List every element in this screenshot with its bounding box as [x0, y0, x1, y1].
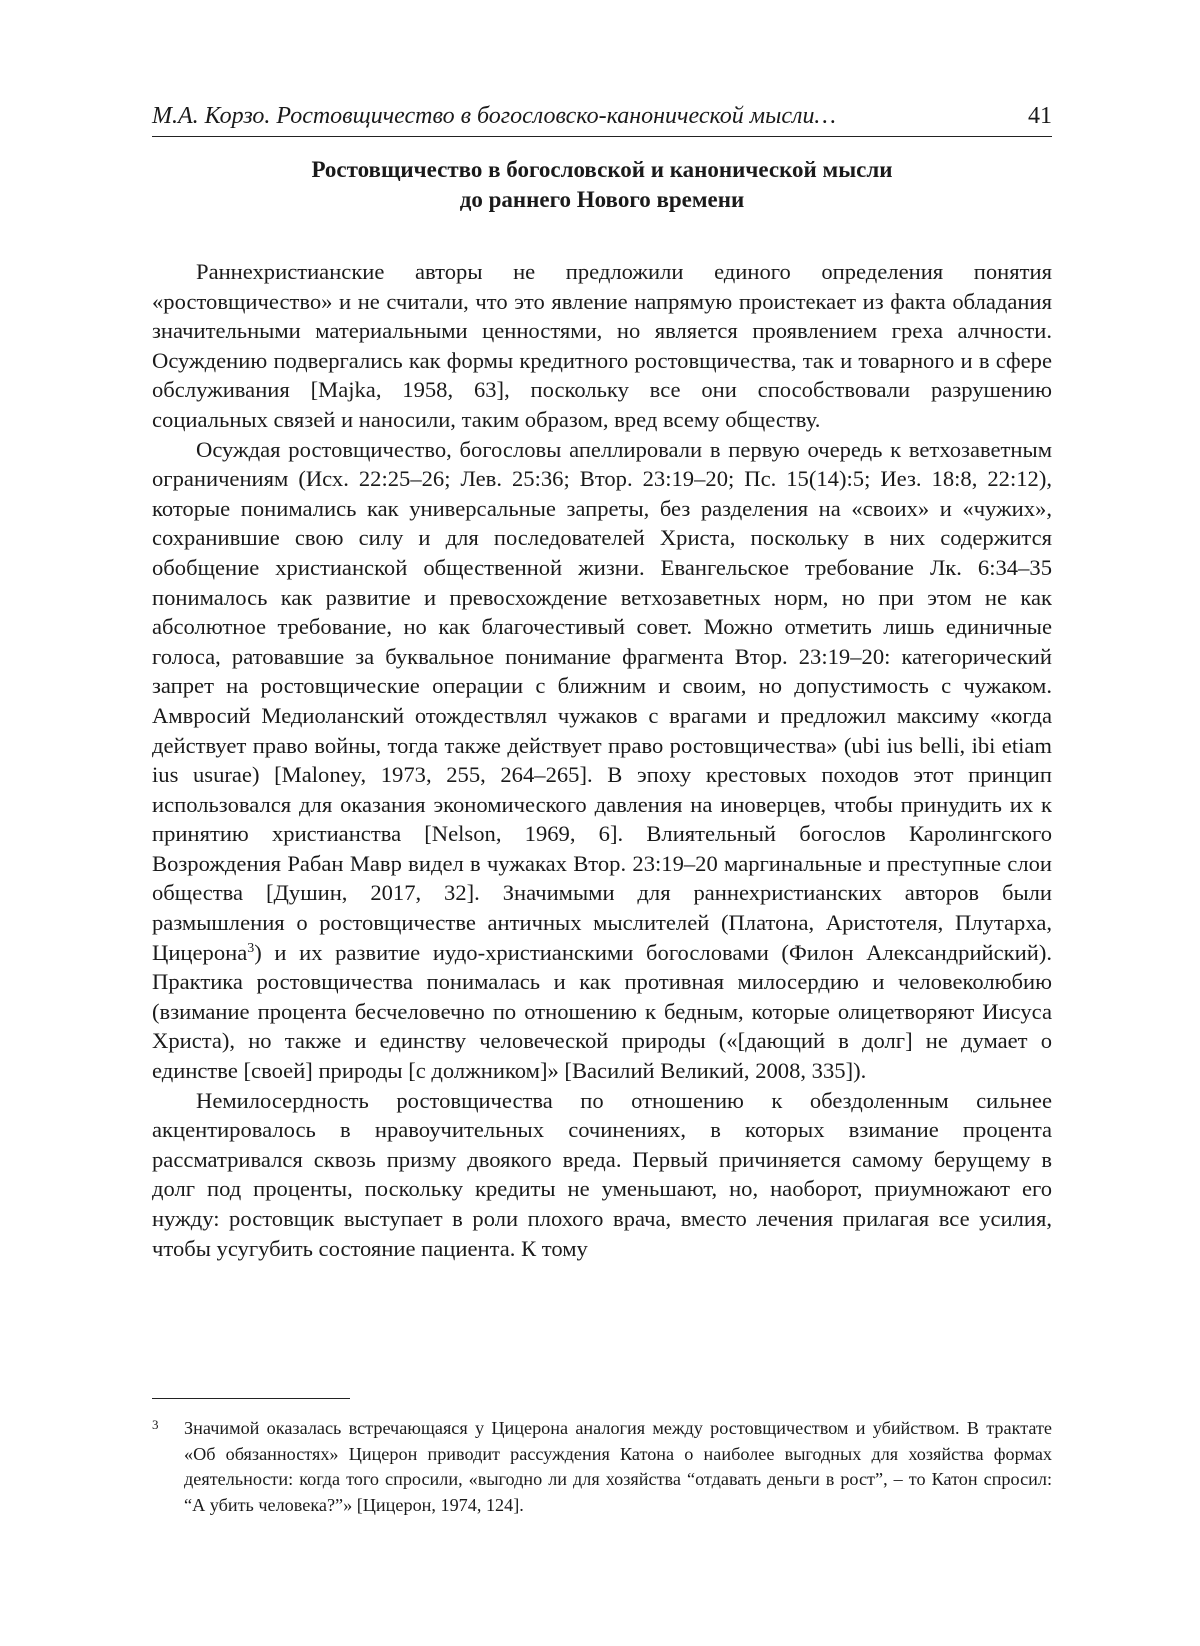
page-number: 41 — [1028, 103, 1052, 129]
body-text — [152, 257, 1052, 1263]
paragraph-1: Раннехристианские авторы не предложили единого определения понятия «ростовщичество» и не считали, что это явление напрямую проистекает из факта обладания значительными материальными ценностями, но является проявлением греха алчности. Осуждению подвергались как формы кредитного ростовщичества, так и товарного и в сфере обслуживания [Majka, 1958, 63], поскольку все они способствовали разрушению социальных связей и наносили, таким образом, вред всему обществу. — [152, 259, 1052, 432]
page — [152, 100, 1052, 1263]
footnote-divider — [152, 1398, 350, 1399]
paragraph-2 — [152, 435, 1052, 1086]
running-head — [152, 100, 1052, 137]
footnote — [152, 1416, 1052, 1518]
article-title-line-2: до раннего Нового времени — [459, 187, 745, 212]
paragraph-3: Немилосердность ростовщичества по отношению к обездоленным сильнее акцентировалось в нравоучительных сочинениях, в которых взимание процента рассматривался сквозь призму двоякого вреда. Первый причиняется самому берущему в долг под проценты, поскольку кредиты не уменьшают, но, наоборот, приумножают его нужду: ростовщик выступает в роли плохого врача, вместо лечения прилагая все усилия, чтобы усугубить состояние пациента. К тому — [152, 1087, 1052, 1261]
footnote-text: Значимой оказалась встречающаяся у Цицерона аналогия между ростовщичеством и убийством. В трактате «Об обязанностях» Цицерон приводит рассуждения Катона о наиболее выгодных для хозяйства формах деятельности: когда того спросили, «выгодно ли для хозяйства “отдавать деньги в рост”, – то Катон спросил: “А убить человека?”» [Цицерон, 1974, 124]. — [184, 1418, 1052, 1515]
article-title — [152, 155, 1052, 215]
paragraph-2-part-2: ) и их развитие иудо-христианскими богословами (Филон Александрийский). Практика ростовщичества понималась и как противная милосердию и человеколюбию (взимание процента бесчеловечно по отношению к бедным, которые олицетворяют Иисуса Христа), но также и единству человеческой природы («[дающий в долг] не думает о единстве [своей] природы [с должником]» [Василий Великий, 2008, 335]). — [152, 939, 1052, 1084]
footnote-mark: 3 — [152, 1417, 159, 1432]
paragraph-2-part-1: Осуждая ростовщичество, богословы апеллировали в первую очередь к ветхозаветным ограничениям (Исх. 22:25–26; Лев. 25:36; Втор. 23:19–20; Пс. 15(14):5; Иез. 18:8, 22:12), которые понимались как универсальные запреты, без разделения на «своих» и «чужих», сохранившие свою силу и для последователей Христа, поскольку в них содержится обобщение христианской общественной жизни. Евангельское требование Лк. 6:34–35 понималось как развитие и превосхождение ветхозаветных норм, но при этом не как абсолютное требование, но как благочестивый совет. Можно отметить лишь единичные голоса, ратовавшие за буквальное понимание фрагмента Втор. 23:19–20: категорический запрет на ростовщические операции с ближним и своим, но допустимость с чужаком. Амвросий Медиоланский отождествлял чужаков с врагами и предложил максиму «когда действует право войны, тогда также действует право ростовщичества» (ubi ius belli, ibi etiam ius usurae) [Maloney, 1973, 255, 264–265]. В эпоху крестовых походов этот принцип использовался для оказания экономического давления на иноверцев, чтобы принудить их к принятию христианства [Nelson, 1969, 6]. Влиятельный богослов Каролингского Возрождения Рабан Мавр видел в чужаках Втор. 23:19–20 маргинальные и преступные слои общества [Душин, 2017, 32]. Значимыми для раннехристианских авторов были размышления о ростовщичестве античных мыслителей (Платона, Аристотеля, Плутарха, Цицерона — [152, 436, 1052, 965]
running-title: М.А. Корзо. Ростовщичество в богословско-канонической мысли… — [152, 103, 836, 129]
article-title-line-1: Ростовщичество в богословской и канонической мысли — [311, 157, 893, 182]
footnote-reference[interactable]: 3 — [247, 940, 255, 956]
